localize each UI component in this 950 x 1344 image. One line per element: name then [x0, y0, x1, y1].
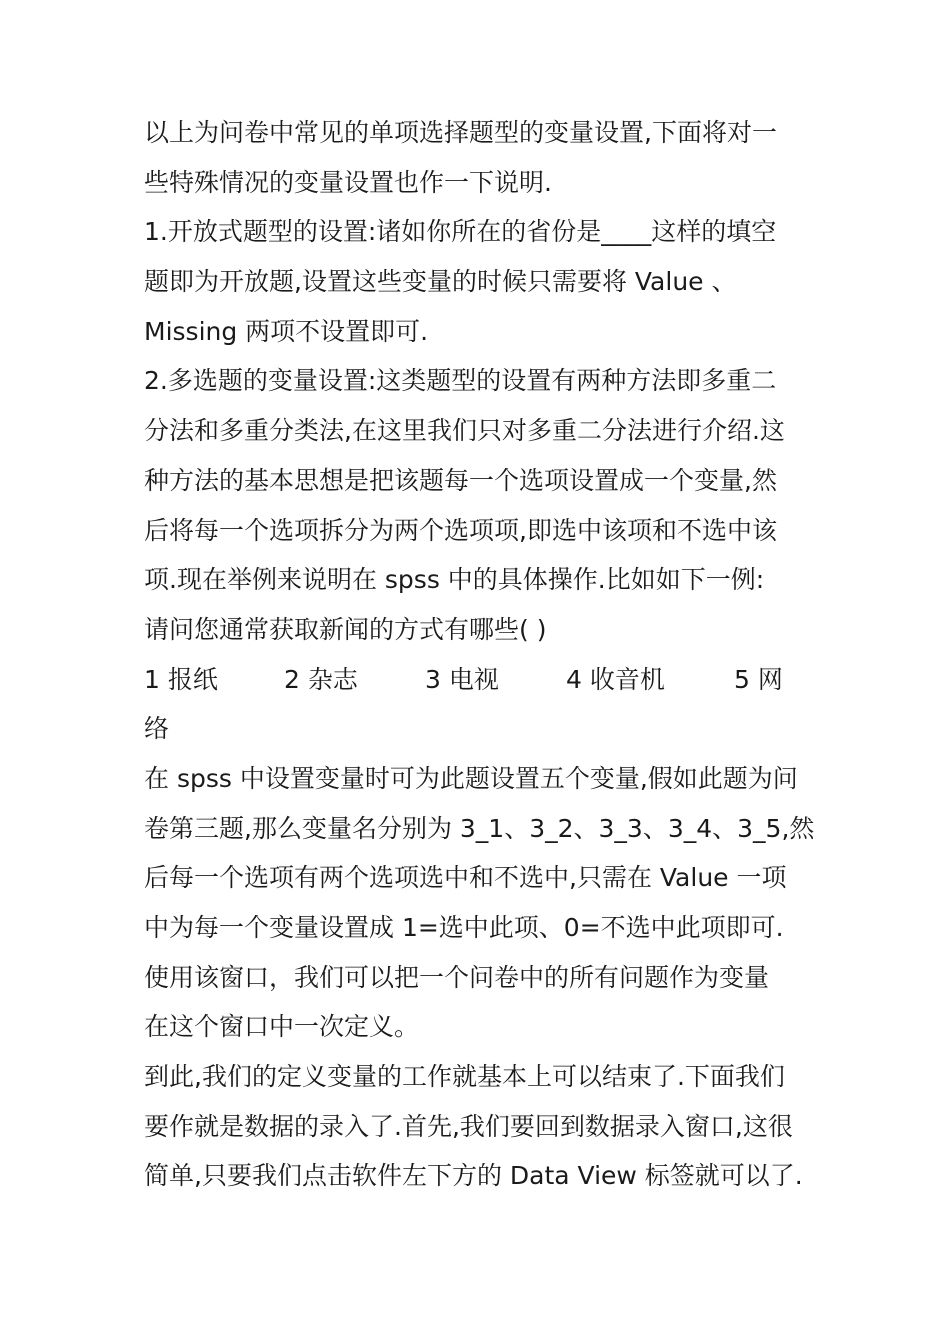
text-line: 后每一个选项有两个选项选中和不选中,只需在 Value 一项: [144, 863, 787, 893]
text-line: 到此,我们的定义变量的工作就基本上可以结束了.下面我们: [144, 1062, 785, 1092]
text-line: 使用该窗口，我们可以把一个问卷中的所有问题作为变量: [144, 962, 770, 992]
text-line: 在 spss 中设置变量时可为此题设置五个变量,假如此题为问: [144, 763, 798, 793]
text-line: 种方法的基本思想是把该题每一个选项设置成一个变量,然: [144, 465, 777, 495]
text-line: 在这个窗口中一次定义。: [144, 1012, 420, 1042]
text-line: 2.多选题的变量设置:这类题型的设置有两种方法即多重二: [144, 366, 777, 396]
text-line: 分法和多重分类法,在这里我们只对多重二分法进行介绍.这: [144, 416, 785, 446]
text-line: 中为每一个变量设置成 1=选中此项、0=不选中此项即可.: [144, 913, 784, 942]
answer-options: [144, 655, 814, 705]
option-1: 1 报纸: [144, 664, 218, 694]
body-text: [144, 108, 814, 1201]
option-2: 2 杂志: [284, 664, 358, 694]
text-line: 1.开放式题型的设置:诸如你所在的省份是____这样的填空: [144, 217, 777, 247]
text-line: 以上为问卷中常见的单项选择题型的变量设置,下面将对一: [144, 118, 777, 147]
text-line: 卷第三题,那么变量名分别为 3_1、3_2、3_3、3_4、3_5,然: [144, 813, 815, 843]
text-line: Missing 两项不设置即可.: [144, 316, 429, 346]
question-line: 请问您通常获取新闻的方式有哪些( ): [144, 614, 547, 644]
text-line: 简单,只要我们点击软件左下方的 Data View 标签就可以了.: [144, 1161, 803, 1191]
text-line: 要作就是数据的录入了.首先,我们要回到数据录入窗口,这很: [144, 1111, 793, 1141]
option-4: 4 收音机: [566, 664, 665, 694]
text-line: 项.现在举例来说明在 spss 中的具体操作.比如如下一例:: [144, 565, 765, 595]
text-line: 后将每一个选项拆分为两个选项项,即选中该项和不选中该: [144, 515, 777, 545]
option-5: 5 网: [734, 664, 783, 694]
option-3: 3 电视: [425, 664, 499, 694]
text-line: 题即为开放题,设置这些变量的时候只需要将 Value 、: [144, 267, 737, 297]
text-line: 些特殊情况的变量设置也作一下说明.: [144, 167, 552, 197]
text-line: 络: [144, 714, 170, 744]
